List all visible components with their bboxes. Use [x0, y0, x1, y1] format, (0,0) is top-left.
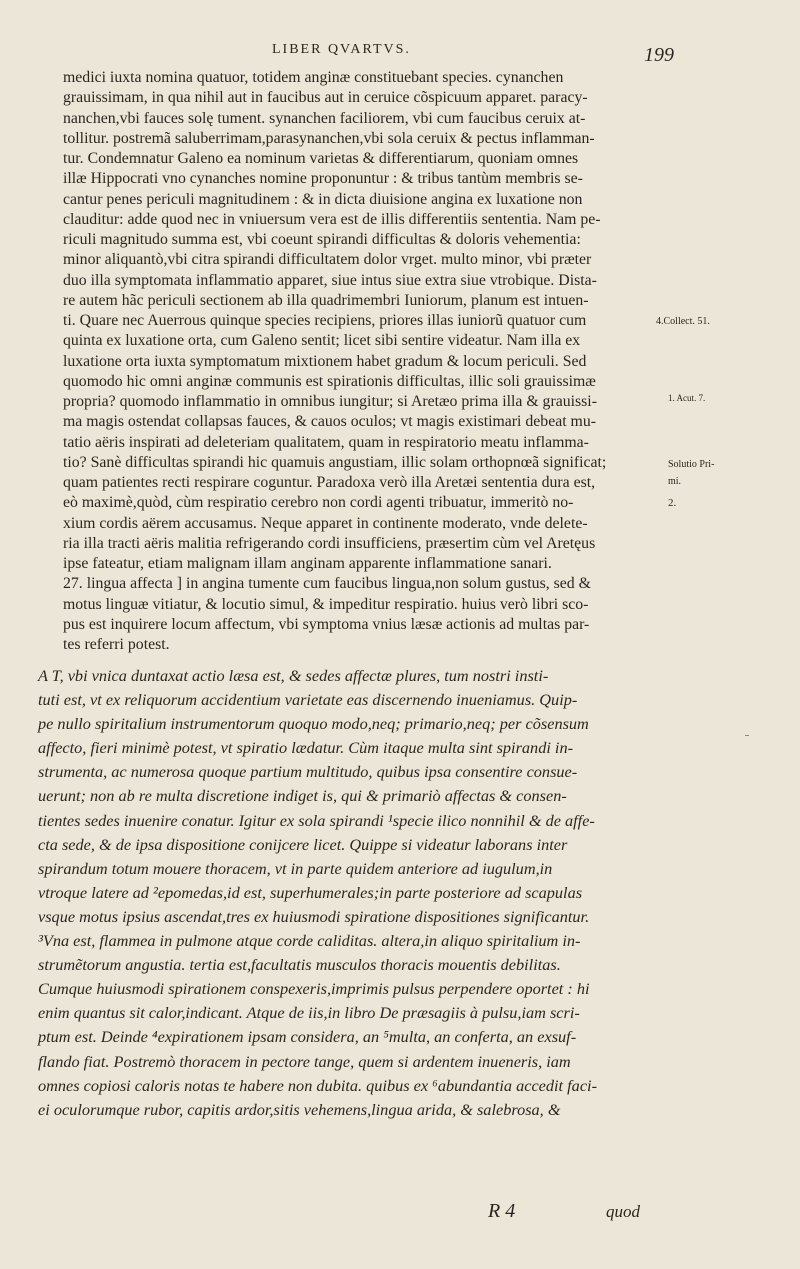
text-line: minor aliquantò,vbi citra spirandi difficultatem dolor vrget. multo minor, vbi præter	[63, 251, 592, 269]
text-line: 27. lingua affecta ] in angina tumente cum faucibus lingua,non solum gustus, sed &	[63, 575, 591, 593]
text-line: ma magis ostendat collapsas fauces, & cauos oculos; vt magis existimari debeat mu-	[63, 413, 597, 431]
text-line: tio? Sanè difficultas spirandi hic quamuis angustiam, illic solam orthopnœã significat;	[63, 453, 607, 471]
margin-note: mi.	[668, 476, 682, 487]
margin-note: 1. Acut. 7.	[668, 393, 706, 403]
text-line: ³Vna est, flammea in pulmone atque corde caliditas. altera,in aliquo spiritalium in-	[38, 931, 581, 951]
text-line: ria illa tracti aëris malitia refrigerando cordi insufficiens, præsertim cùm vel Aretęus	[63, 534, 596, 552]
text-line: propria? quomodo inflammatio in omnibus iungitur; si Aretæo prima illa & grauissi-	[63, 393, 597, 410]
text-line: illæ Hippocrati vno cynanches nomine proponuntur : & tribus tantùm membris se-	[63, 170, 583, 188]
text-line: motus linguæ vitiatur, & locutio simul, & impeditur respiratio. huius verò libri sco-	[63, 595, 589, 613]
stray-mark	[745, 735, 749, 736]
text-line: ipse fateatur, etiam malignam illam anginam apparente inflammatione sanari.	[63, 555, 552, 572]
text-line: strumẽtorum angustia. tertia est,facultatis musculos thoracis mouentis debilitas.	[38, 955, 561, 975]
text-line: grauissimam, in qua nihil aut in faucibus aut in ceruice cõspicuum apparet. paracy-	[63, 89, 588, 107]
text-line: pus est inquirere locum affectum, vbi symptoma vnius læsæ actionis ad multas par-	[63, 615, 590, 633]
text-line: cantur penes periculi magnitudinem : & in dicta diuisione angina ex luxatione non	[63, 190, 583, 208]
page-header	[62, 38, 674, 68]
text-line: tatio aëris inspirati ad deleteriam qualitatem, quam in respiratorio meatu inflamma-	[63, 433, 589, 451]
text-line: ti. Quare nec Auerrous quinque species recipiens, priores illas iuniorũ quatuor cum	[63, 312, 587, 329]
main-text-italic	[38, 664, 650, 1122]
text-line: A T, vbi vnica duntaxat actio læsa est, & sedes affectæ plures, tum nostri insti-	[38, 666, 549, 685]
text-line: medici iuxta nomina quatuor, totidem anginæ constituebant species. cynanchen	[63, 69, 564, 86]
text-line: quinta ex luxatione orta, cum Galeno sentit; licet sibi sentire videatur. Nam illa ex	[63, 332, 581, 350]
text-line: quomodo hic omni anginæ communis est spirationis difficultas, illic soli grauissimæ	[63, 372, 596, 390]
text-line: ei oculorumque rubor, capitis ardor,sitis vehemens,lingua arida, & salebrosa, &	[38, 1099, 561, 1119]
margin-note: 4.Collect. 51.	[656, 316, 710, 327]
text-line: ptum est. Deinde ⁴expirationem ipsam considera, an ⁵multa, an conferta, an exsuf-	[38, 1027, 577, 1047]
text-line: clauditur: adde quod nec in vniuersum vera est de illis differentiis sententia. Nam pe-	[63, 210, 601, 228]
text-line: xium cordis aërem accusamus. Neque apparet in continente moderato, vnde delete-	[63, 514, 588, 532]
commentary-text	[63, 68, 657, 655]
margin-note: Solutio Pri-	[668, 459, 715, 470]
text-line: vtroque latere ad ²epomedas,id est, superhumerales;in parte posteriore ad scapulas	[38, 882, 583, 902]
page-number: 199	[644, 44, 674, 66]
text-line: tuti est, vt ex reliquorum accidentium varietate eas discernendo inueniamus. Quip-	[38, 690, 578, 710]
text-line: flando fiat. Postremò thoracem in pectore tange, quem si ardentem inueneris, iam	[38, 1051, 571, 1071]
text-line: strumenta, ac numerosa quoque partium multitudo, quibus ipsa consentire consue-	[38, 762, 578, 782]
catchword: quod	[606, 1202, 640, 1221]
text-line: Cumque huiusmodi spirationem conspexeris,imprimis pulsus perpendere oportet : hi	[38, 979, 590, 999]
text-line: tur. Condemnatur Galeno ea nominum varietas & differentiarum, quoniam omnes	[63, 150, 579, 167]
text-line: spirandum totum mouere thoracem, vt in parte quidem anteriore ad iugulum,in	[38, 858, 553, 878]
text-line: eò maximè,quòd, cùm respiratio cerebro non cordi agenti tribuatur, immeritò no-	[63, 494, 574, 512]
text-line: re autem hãc periculi sectionem ab illa quadrimembri Iuniorum, planum est intuen-	[63, 291, 589, 309]
margin-note: 2.	[668, 497, 677, 509]
running-head: LIBER QVARTVS.	[272, 42, 411, 57]
text-line: tollitur. postremã saluberrimam,parasynanchen,vbi sola ceruix & pectus inflamman-	[63, 129, 595, 147]
text-line: luxatione orta iuxta symptomatum mixtionem habet gradum & locum periculi. Sed	[63, 352, 587, 370]
text-line: uerunt; non ab re multa discretione indiget is, qui & primariò affectas & consen-	[38, 786, 567, 806]
signature-mark: R 4	[488, 1200, 516, 1222]
text-line: enim quantus sit calor,indicant. Atque de iis,in libro De præsagiis à pulsu,iam scri-	[38, 1003, 580, 1023]
text-line: cta sede, & de ipsa dispositione conijcere licet. Quippe si videatur laborans inter	[38, 834, 568, 854]
text-line: nanchen,vbi fauces solę tument. synanchen faciliorem, vbi cum faucibus ceruix at-	[63, 109, 586, 127]
text-line: duo illa symptomata inflammatio apparet, siue intus siue extra siue vtrobique. Dista-	[63, 271, 597, 289]
text-line: vsque motus ipsius ascendat,tres ex huiusmodi spiratione dispositiones significantur.	[38, 906, 590, 926]
text-line: riculi magnitudo summa est, vbi coeunt spirandi difficultas & doloris vehementia:	[63, 231, 581, 248]
text-line: pe nullo spiritalium instrumentorum quoquo modo,neq; primario,neq; per cõsensum	[38, 714, 589, 734]
text-line: quam patientes recti respirare coguntur. Paradoxa verò illa Aretæi sententia dura est,	[63, 474, 596, 491]
text-line: tes referri potest.	[63, 636, 170, 653]
text-line: affecto, fieri minimè potest, vt spiratio lædatur. Cùm itaque multa sint spirandi in-	[38, 738, 574, 758]
text-line: omnes copiosi caloris notas te habere non dubita. quibus ex ⁶abundantia accedit faci-	[38, 1075, 597, 1095]
text-line: tientes sedes inuenire conatur. Igitur ex sola spirandi ¹specie ilico nonnihil & de affe-	[38, 810, 595, 830]
